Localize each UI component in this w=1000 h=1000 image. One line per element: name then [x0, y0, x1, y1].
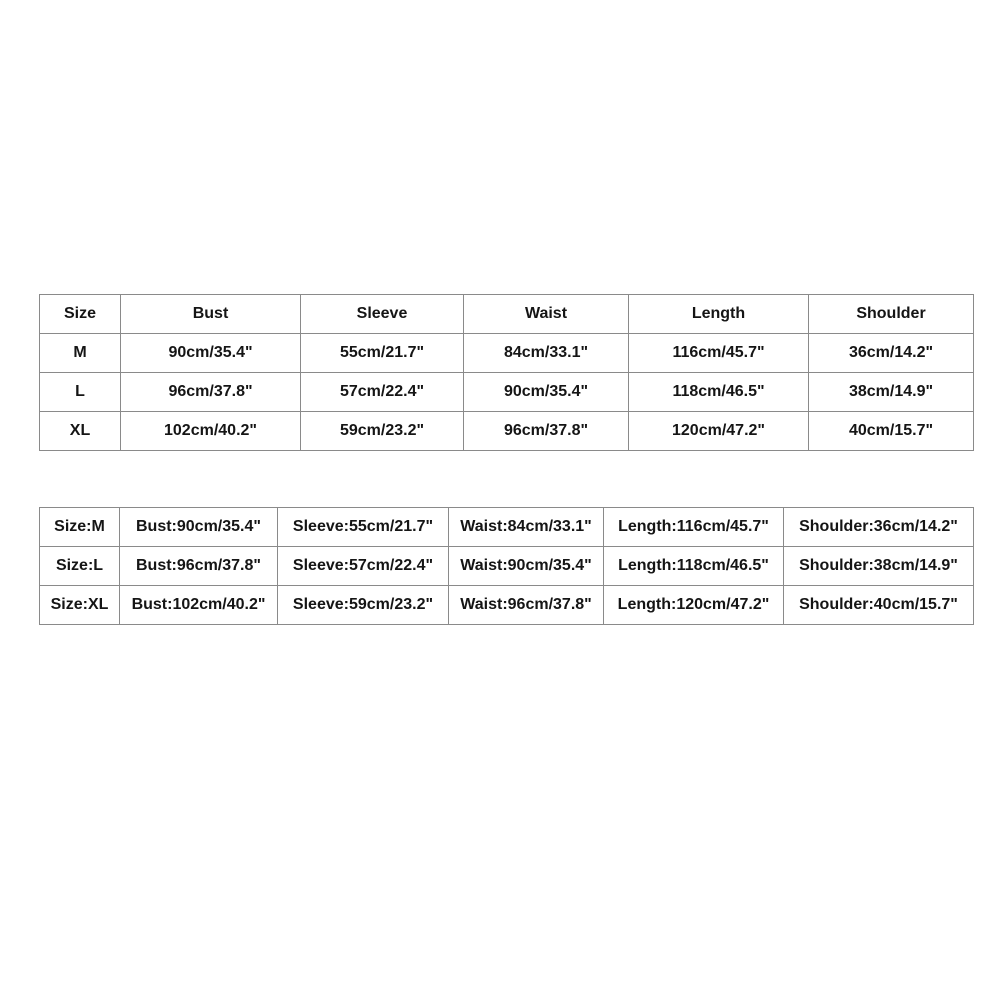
table-cell: Length:118cm/46.5" [604, 547, 784, 586]
table-cell: Waist:90cm/35.4" [449, 547, 604, 586]
table-cell: 90cm/35.4" [121, 334, 301, 373]
table-cell: 84cm/33.1" [464, 334, 629, 373]
table-cell: 90cm/35.4" [464, 373, 629, 412]
table-row [40, 412, 974, 451]
table-cell: 38cm/14.9" [809, 373, 974, 412]
table-cell: 55cm/21.7" [301, 334, 464, 373]
table-cell: M [40, 334, 121, 373]
header-shoulder: Shoulder [809, 295, 974, 334]
table-cell: Sleeve:57cm/22.4" [278, 547, 449, 586]
table-cell: 59cm/23.2" [301, 412, 464, 451]
table-cell: Sleeve:55cm/21.7" [278, 508, 449, 547]
table-cell: XL [40, 412, 121, 451]
table-cell: Waist:84cm/33.1" [449, 508, 604, 547]
table-cell: Size:M [40, 508, 120, 547]
header-size: Size [40, 295, 121, 334]
table-cell: 57cm/22.4" [301, 373, 464, 412]
header-length: Length [629, 295, 809, 334]
table-cell: Length:120cm/47.2" [604, 586, 784, 625]
table-cell: 96cm/37.8" [464, 412, 629, 451]
table-cell: 120cm/47.2" [629, 412, 809, 451]
table-row [40, 508, 974, 547]
table-cell: 118cm/46.5" [629, 373, 809, 412]
table-cell: 96cm/37.8" [121, 373, 301, 412]
table-cell: Bust:96cm/37.8" [120, 547, 278, 586]
header-waist: Waist [464, 295, 629, 334]
table-cell: Length:116cm/45.7" [604, 508, 784, 547]
table-cell: Shoulder:38cm/14.9" [784, 547, 974, 586]
table-cell: Waist:96cm/37.8" [449, 586, 604, 625]
table-cell: 36cm/14.2" [809, 334, 974, 373]
size-chart-table [39, 294, 974, 451]
table-cell: Bust:102cm/40.2" [120, 586, 278, 625]
header-sleeve: Sleeve [301, 295, 464, 334]
table-cell: 102cm/40.2" [121, 412, 301, 451]
table-row [40, 586, 974, 625]
table-row [40, 334, 974, 373]
table-cell: 116cm/45.7" [629, 334, 809, 373]
table-header-row [40, 295, 974, 334]
table-row [40, 547, 974, 586]
table-cell: Size:L [40, 547, 120, 586]
table-cell: Size:XL [40, 586, 120, 625]
table-cell: Sleeve:59cm/23.2" [278, 586, 449, 625]
header-bust: Bust [121, 295, 301, 334]
table-cell: Bust:90cm/35.4" [120, 508, 278, 547]
table-row [40, 373, 974, 412]
table-cell: Shoulder:40cm/15.7" [784, 586, 974, 625]
table-cell: Shoulder:36cm/14.2" [784, 508, 974, 547]
table-cell: L [40, 373, 121, 412]
table-cell: 40cm/15.7" [809, 412, 974, 451]
size-chart-inline-table [39, 507, 974, 625]
